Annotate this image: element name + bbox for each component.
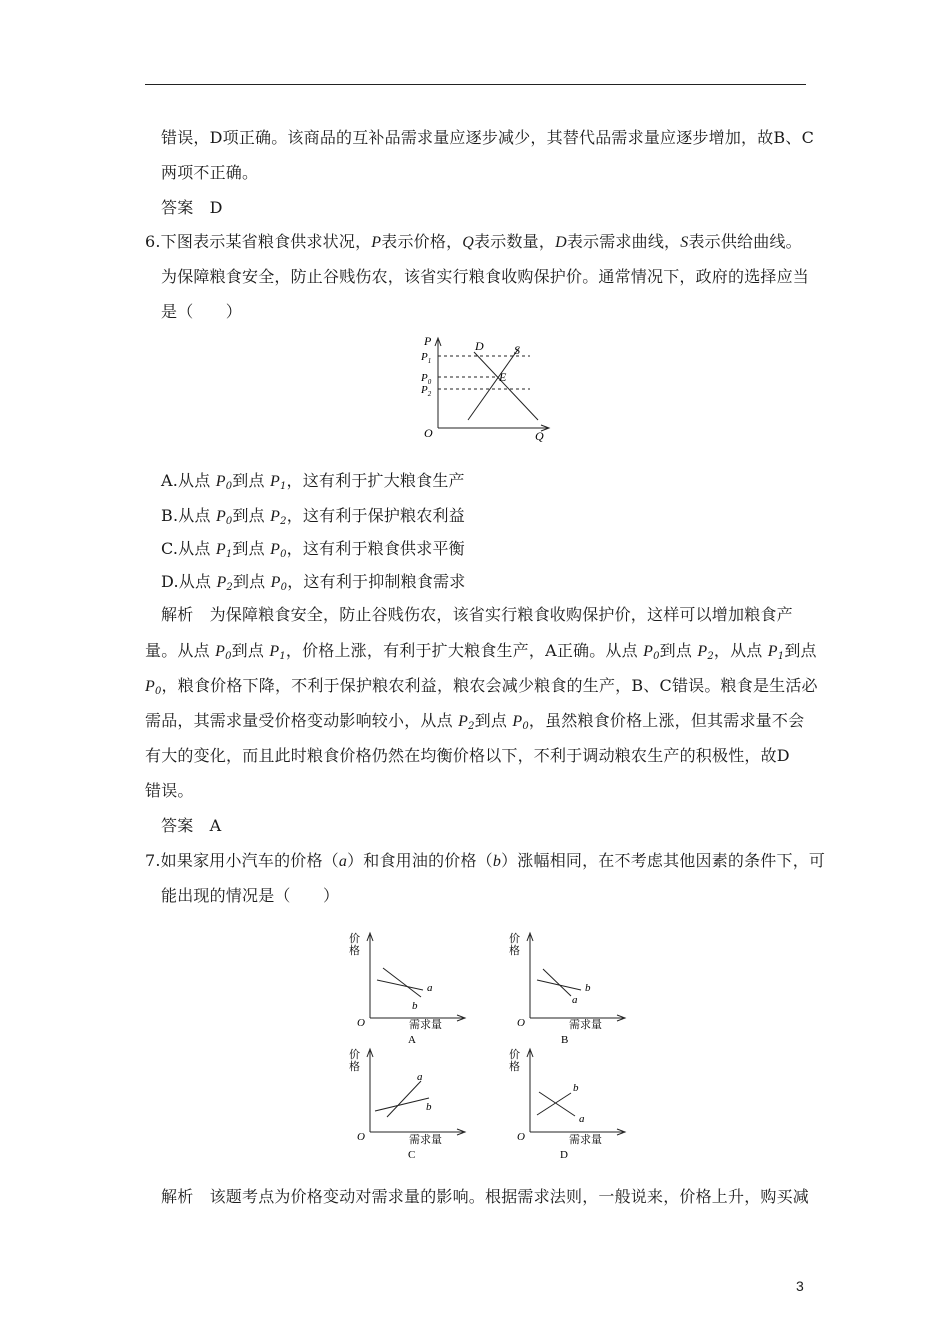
origin-label: O bbox=[424, 426, 433, 440]
p0-label: $P_0$ bbox=[421, 372, 432, 386]
q6-answer: 答案 A bbox=[161, 816, 222, 835]
q6-analysis-line-6: 错误。 bbox=[145, 781, 194, 800]
label-b: b bbox=[412, 1000, 418, 1012]
label-a: a bbox=[427, 982, 433, 994]
y-label-1: 价 bbox=[509, 1049, 520, 1061]
y-label-2: 格 bbox=[509, 1061, 520, 1073]
demand-curve bbox=[474, 352, 538, 420]
y-label-1: 价 bbox=[349, 933, 360, 945]
origin-label: O bbox=[517, 1131, 525, 1143]
y-label-2: 格 bbox=[349, 1061, 360, 1073]
prev-analysis-line-1: 错误，D项正确。该商品的互补品需求量应逐步减少，其替代品需求量应逐步增加，故B、C bbox=[161, 128, 815, 147]
origin-label: O bbox=[357, 1131, 365, 1143]
q6-stem-line-3: 是（ ） bbox=[161, 302, 243, 321]
x-label: 需求量 bbox=[409, 1019, 442, 1031]
caption-c: C bbox=[408, 1149, 416, 1161]
equilibrium-label: E bbox=[499, 370, 507, 384]
q6-option-d: D.从点 $P_2$到点 $P_0$，这有利于抑制粮食需求 bbox=[161, 572, 466, 593]
y-label-2: 格 bbox=[349, 945, 360, 957]
q6-stem-line-2: 为保障粮食安全，防止谷贱伤农，该省实行粮食收购保护价。通常情况下，政府的选择应当 bbox=[161, 267, 810, 286]
q6-stem-line-1: 6.下图表示某省粮食供求状况，P表示价格，Q表示数量，D表示需求曲线，S表示供给曲线。 bbox=[145, 232, 802, 251]
label-b: b bbox=[573, 1082, 579, 1094]
label-b: b bbox=[426, 1101, 432, 1113]
q6-analysis-line-1: 解析 为保障粮食安全，防止谷贱伤农，该省实行粮食收购保护价，这样可以增加粮食产 bbox=[161, 605, 793, 624]
demand-label: D bbox=[475, 339, 484, 353]
q7-analysis-line-1: 解析 该题考点为价格变动对需求量的影响。根据需求法则，一般说来，价格上升，购买减 bbox=[161, 1187, 810, 1206]
y-label-2: 格 bbox=[509, 945, 520, 957]
x-label: 需求量 bbox=[569, 1134, 602, 1146]
origin-label: O bbox=[517, 1017, 525, 1029]
q7-chart-d bbox=[505, 1041, 635, 1166]
p2-label: $P_2$ bbox=[421, 384, 432, 398]
q6-option-a: A.从点 $P_0$到点 $P_1$，这有利于扩大粮食生产 bbox=[161, 471, 465, 492]
q7-chart-b bbox=[505, 925, 635, 1050]
header-rule bbox=[145, 84, 806, 85]
q7-chart-c bbox=[345, 1041, 475, 1166]
q7-stem-line-1: 7.如果家用小汽车的价格（a）和食用油的价格（b）涨幅相同，在不考虑其他因素的条件下，可 bbox=[145, 851, 826, 870]
line-b bbox=[537, 1093, 571, 1115]
line-a bbox=[387, 1081, 421, 1117]
q6-analysis-line-4: 需品，其需求量受价格变动影响较小，从点 $P_2$到点 $P_0$，虽然粮食价格上涨，但其需求量不会 bbox=[145, 711, 805, 732]
caption-a: A bbox=[408, 1034, 416, 1046]
supply-label: S bbox=[514, 343, 520, 357]
p1-label: $P_1$ bbox=[421, 351, 432, 365]
q6-analysis-line-3: $P_0$，粮食价格下降，不利于保护粮农利益，粮农会减少粮食的生产，B、C错误。粮食是生活必 bbox=[145, 676, 818, 697]
axis-q-label: Q bbox=[535, 429, 544, 443]
label-a: a bbox=[417, 1071, 423, 1083]
q7-chart-a bbox=[345, 925, 475, 1050]
prev-analysis-line-2: 两项不正确。 bbox=[161, 163, 259, 182]
page-number: 3 bbox=[796, 1278, 804, 1294]
y-label-1: 价 bbox=[349, 1049, 360, 1061]
x-label: 需求量 bbox=[409, 1134, 442, 1146]
y-label-1: 价 bbox=[509, 933, 520, 945]
axis-p-label: P bbox=[424, 334, 432, 348]
label-a: a bbox=[572, 994, 578, 1006]
supply-curve bbox=[468, 348, 519, 420]
origin-label: O bbox=[357, 1017, 365, 1029]
q6-analysis-line-5: 有大的变化，而且此时粮食价格仍然在均衡价格以下，不利于调动粮农生产的积极性，故D bbox=[145, 746, 790, 765]
x-label: 需求量 bbox=[569, 1019, 602, 1031]
label-a: a bbox=[579, 1113, 585, 1125]
q6-option-b: B.从点 $P_0$到点 $P_2$，这有利于保护粮农利益 bbox=[161, 506, 465, 527]
label-b: b bbox=[585, 982, 591, 994]
supply-demand-figure bbox=[410, 330, 560, 445]
q6-option-c: C.从点 $P_1$到点 $P_0$，这有利于粮食供求平衡 bbox=[161, 539, 465, 560]
q6-analysis-line-2: 量。从点 $P_0$到点 $P_1$，价格上涨，有利于扩大粮食生产，A正确。从点 $P_0$到点 $P_2$，从点 $P_1$到点 bbox=[145, 641, 817, 662]
line-a bbox=[539, 1092, 575, 1116]
line-b bbox=[375, 1098, 429, 1111]
q7-stem-line-2: 能出现的情况是（ ） bbox=[161, 886, 340, 905]
caption-b: B bbox=[561, 1034, 569, 1046]
prev-answer: 答案 D bbox=[161, 198, 223, 217]
caption-d: D bbox=[560, 1149, 568, 1161]
